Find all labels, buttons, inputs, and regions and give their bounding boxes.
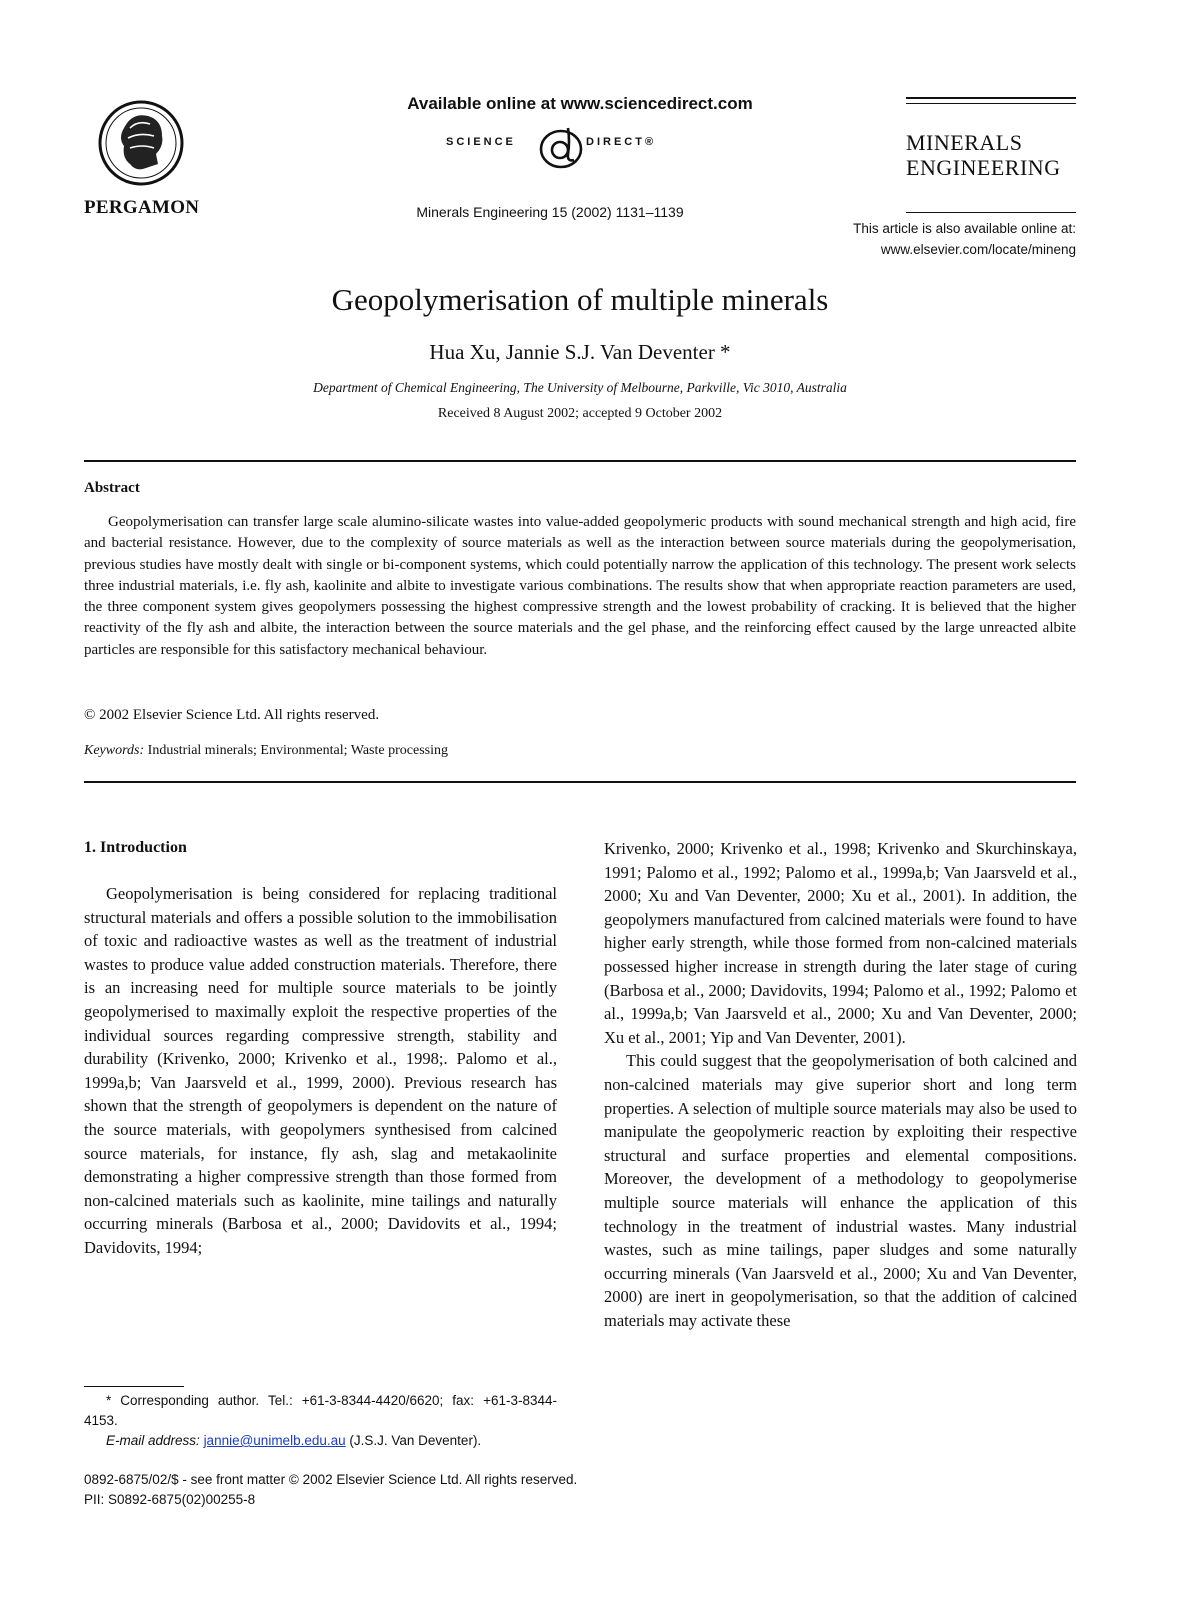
article-authors: Hua Xu, Jannie S.J. Van Deventer *	[429, 340, 731, 364]
abstract-copyright: © 2002 Elsevier Science Ltd. All rights reserved.	[84, 707, 380, 723]
available-online: Available online at www.sciencedirect.com	[407, 94, 753, 113]
front-matter	[84, 1470, 577, 1510]
abstract-paragraph: Geopolymerisation can transfer large scale alumino-silicate wastes into value-added geopolymeric products with sound mechanical strength and high acid, fire and bacterial resistance. However, due to the complexity of source materials as well as the interaction between source materials during the geopolymerisation, previous studies have mostly dealt with single or bi-component systems, which could potentially narrow the application of this technology. The present work selects three industrial materials, i.e. fly ash, kaolinite and albite to investigate various combinations. The results show that when appropriate reaction parameters are used, the three component system gives geopolymers possessing the highest compressive strength and the lowest probability of cracking. It is believed that the higher reactivity of the fly ash and albite, the interaction between the source materials and the gel phase, and the reinforcing effect caused by the large unreacted albite particles are responsible for this satisfactory mechanical behaviour.	[84, 514, 1076, 658]
author-affiliation: Department of Chemical Engineering, The University of Melbourne, Parkville, Vic 3010, Australia	[313, 380, 847, 395]
journal-top-rule	[906, 97, 1076, 99]
email-label: E-mail address:	[106, 1433, 200, 1448]
sd-at-icon	[536, 124, 586, 170]
sd-right-text: DIRECT®	[586, 136, 657, 148]
received-dates: Received 8 August 2002; accepted 9 October 2002	[437, 406, 723, 421]
journal-name-line1: MINERALS	[906, 130, 1023, 155]
abstract-text	[84, 512, 1076, 661]
journal-citation: Minerals Engineering 15 (2002) 1131–1139	[416, 204, 684, 220]
journal-top-rule-2	[906, 103, 1076, 104]
publisher-name: PERGAMON	[84, 197, 200, 218]
journal-name	[906, 130, 1061, 180]
intro-paragraph-1: Geopolymerisation is being considered for replacing traditional structural materials and offers a possible solution to the immobilisation of toxic and radioactive wastes as well as the treatment of industrial wastes to produce value added construction materials. Therefore, there is an increasing need for multiple source materials to be jointly geopolymerised to maximally exploit the respective properties of the individual sources regarding compressive strength, stability and durability (Krivenko, 2000; Krivenko et al., 1998;. Palomo et al., 1999a,b; Van Jaarsveld et al., 1999, 2000). Previous research has shown that the strength of geopolymers is dependent on the nature of the source materials, with geopolymers synthesised from calcined source materials, for instance, fly ash, slag and metakaolinite demonstrating a higher compressive strength than those formed from non-calcined materials such as kaolinite, mine tailings and naturally occurring minerals (Barbosa et al., 2000; Davidovits et al., 1994; Davidovits, 1994;	[84, 884, 557, 1257]
online-availability-url[interactable]: www.elsevier.com/locate/mineng	[880, 242, 1076, 257]
abstract-bottom-rule	[84, 781, 1076, 783]
left-column	[84, 882, 557, 1260]
keywords	[84, 743, 448, 759]
online-availability	[853, 218, 1076, 260]
online-availability-line1: This article is also available online at:	[853, 221, 1076, 236]
abstract-top-rule	[84, 460, 1076, 462]
article-title: Geopolymerisation of multiple minerals	[331, 282, 829, 317]
sciencedirect-logo	[446, 124, 686, 170]
pii-line: PII: S0892-6875(02)00255-8	[84, 1492, 256, 1507]
email-link[interactable]: jannie@unimelb.edu.au	[203, 1433, 346, 1448]
corresponding-author: * Corresponding author. Tel.: +61-3-8344-4420/6620; fax: +61-3-8344-4153.	[84, 1393, 557, 1428]
email-suffix: (J.S.J. Van Deventer).	[349, 1433, 482, 1448]
sd-left-text: SCIENCE	[446, 136, 516, 148]
footnote-rule	[84, 1386, 184, 1387]
right-column	[604, 837, 1077, 1332]
footnote	[84, 1391, 557, 1451]
intro-paragraph-1-cont: Krivenko, 2000; Krivenko et al., 1998; Krivenko and Skurchinskaya, 1991; Palomo et al., 1992; Palomo et al., 1999a,b; Van Jaarsveld et al., 2000; Xu and Van Deventer, 2000; Xu et al., 2001). In addition, the geopolymers manufactured from calcined materials were found to have higher early strength, while those formed from non-calcined materials possessed higher increase in strength during the later stage of curing (Barbosa et al., 2000; Davidovits, 1994; Palomo et al., 1992; Palomo et al., 1999a,b; Van Jaarsveld et al., 2000; Xu and Van Deventer, 2000; Xu et al., 2001; Yip and Van Deventer, 2001).	[604, 839, 1077, 1047]
front-matter-line1: 0892-6875/02/$ - see front matter © 2002 Elsevier Science Ltd. All rights reserved.	[84, 1472, 578, 1487]
journal-bottom-rule	[906, 212, 1076, 213]
keywords-label: Keywords:	[84, 743, 145, 758]
journal-name-line2: ENGINEERING	[906, 155, 1061, 180]
email-line	[84, 1431, 557, 1451]
abstract-heading: Abstract	[84, 480, 140, 496]
intro-paragraph-2: This could suggest that the geopolymerisation of both calcined and non-calcined materials may give superior short and long term properties. A selection of multiple source materials may also be used to manipulate the geopolymeric reaction by exploiting their respective structural and surface properties and elemental compositions. Moreover, the development of a methodology to geopolymerise multiple source materials will enhance the application of this technology in the treatment of industrial wastes. Many industrial wastes, such as mine tailings, paper sludges and some naturally occurring minerals (Van Jaarsveld et al., 2000; Xu and Van Deventer, 2000) are inert in geopolymerisation, so that the addition of calcined materials may activate these	[604, 1051, 1077, 1330]
section-heading-introduction: 1. Introduction	[84, 839, 187, 856]
keywords-list: Industrial minerals; Environmental; Waste processing	[147, 743, 448, 758]
